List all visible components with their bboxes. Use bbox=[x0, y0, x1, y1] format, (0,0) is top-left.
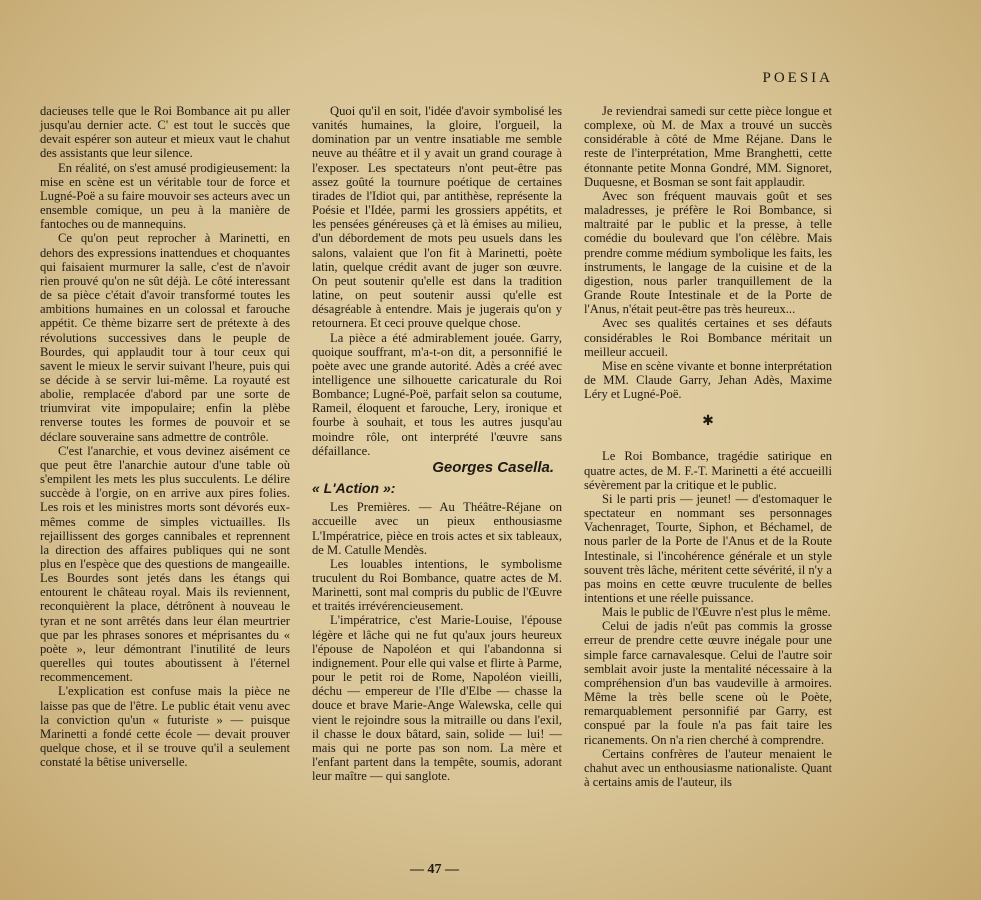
paragraph: C'est l'anarchie, et vous devinez aisément ce que peut être l'anarchie autour d'une table où s'empilent les mets les plus succulents. Le délire succède à l'orgie, on en arrive aux pires folies. Les rois et les ministres morts sont dévorés eux-mêmes comme de simples victuailles. Ils rejaillissent des gorges cannibales et reprennent la direction des affaires publiques qui ne sont plus en l'espèce que des questions de mangeaille. Les Bourdes sont jetés dans les étangs qui entourent le château royal. Mais ils reviennent, reconquièrent la place, détrônent à nouveau le tyran et ne sont arrêtés dans leur élan meurtrier que par les phrases sonores et méprisantes du « poète », leur démontrant l'inutilité de leurs querelles qui toutes aboutissent à l'éternel recommencement. bbox=[40, 443, 290, 685]
paragraph: Je reviendrai samedi sur cette pièce longue et complexe, où M. de Max a trouvé un succès considérable à côté de Mme Réjane. Dans le reste de l'interprétation, Mme Branghetti, cette étonnante petite Monna Gondré, MM. Signoret, Duquesne, et Bosman se sont fait applaudir. bbox=[584, 104, 832, 189]
column-1 bbox=[40, 104, 290, 769]
column-2 bbox=[312, 104, 562, 783]
paragraph: Ce qu'on peut reprocher à Marinetti, en dehors des expressions inattendues et choquantes qui faisaient murmurer la salle, c'est de n'avoir rien prouvé qu'on ne sût déjà. Le côté interessant de sa pièce c'était d'avoir transformé toutes les ambitions humaines en un colossal et farouche appétit. Ce thème bizarre sert de prétexte à des révolutions successives dans le peuple de Bourdes, qui applaudit tour à tour ceux qui savent le mieux le servir suivant l'heure, puis qui se décide à se servir lui-même. La royauté est abolie, remplacée d'abord par une sorte de triumvirat vite impopulaire; enfin la plèbe renverse toutes les formes de pouvoir et se déclare souveraine sans admettre de contrôle. bbox=[40, 231, 290, 444]
page-number: — 47 — bbox=[410, 862, 459, 877]
paragraph: Les louables intentions, le symbolisme truculent du Roi Bombance, quatre actes de M. Marinetti, sont mal compris du public de l'Œuvre et traités irrévérencieusement. bbox=[312, 556, 562, 614]
paragraph: En réalité, on s'est amusé prodigieusement: la mise en scène est un véritable tour de force et Lugné-Poë a su faire mouvoir ses acteurs avec un ensemble comique, un peu à la manière de fantoches ou de mannequins. bbox=[40, 160, 290, 232]
paragraph: Les Premières. — Au Théâtre-Réjane on accueille avec un pieux enthousiasme L'Impératrice, pièce en trois actes et six tableaux, de M. Catulle Mendès. bbox=[312, 500, 562, 557]
column-3 bbox=[584, 104, 832, 789]
section-title: « L'Action »: bbox=[312, 480, 396, 497]
paragraph: Mise en scène vivante et bonne interprétation de MM. Claude Garry, Jehan Adès, Maxime Léry et Lugné-Poë. bbox=[584, 358, 832, 402]
paragraph: dacieuses telle que le Roi Bombance ait pu aller jusqu'au dernier acte. C' est tout le succès que devait espérer son auteur et mieux vaut le chahut des assistants que leur silence. bbox=[40, 104, 290, 161]
paragraph: La pièce a été admirablement jouée. Garry, quoique souffrant, m'a-t-on dit, a personnifié le poète avec une grande autorité. Adès a créé avec intelligence une silhouette caricaturale du Roi Bombance; Lugné-Poë, parfait selon sa coutume, Rameil, éloquent et farouche, Lery, ironique et fourbe à souhait, et tous les autres jusqu'au moindre rôle, ont interprété l'œuvre sans défaillance. bbox=[312, 330, 562, 458]
paragraph: Le Roi Bombance, tragédie satirique en quatre actes, de M. F.-T. Marinetti a été accueilli sévèrement par la critique et le public. bbox=[584, 449, 832, 492]
paragraph: Si le parti pris — jeunet! — d'estomaquer le spectateur en nommant ses personnages Vachenraget, Tourte, Siphon, et Béchamel, de nous parler de la Porte de l'Anus et de la Route Intestinale, si l'incohérence générale et un style souvent très lâche, méritent cette sévérité, il n'y a pas moins en cette œuvre truculente de belles intentions et une réelle puissance. bbox=[584, 491, 832, 605]
paragraph: Certains confrères de l'auteur menaient le chahut avec un enthousiasme nationaliste. Quant à certains amis de l'auteur, ils bbox=[584, 746, 832, 790]
author-signature: Georges Casella. bbox=[432, 458, 554, 476]
paragraph: Mais le public de l'Œuvre n'est plus le même. bbox=[602, 605, 831, 620]
paragraph: L'explication est confuse mais la pièce ne laisse pas que de l'être. Le public était venu avec la conviction qu'un « futuriste » — puisque Marinetti a fondé cette école — devait prouver quelque chose, et il se trouve qu'il a seulement constaté la bêtise universelle. bbox=[40, 684, 290, 770]
paragraph: Celui de jadis n'eût pas commis la grosse erreur de prendre cette œuvre inégale pour une simple farce carnavalesque. Celui de l'autre soir semblait avoir juste la mentalité nécessaire à la compréhension d'un bas vaudeville à armoires. Même la très belle scene où le Poète, remarquablement personnifié par Garry, est conspué par la foule n'a pas fait taire les ricanements. On n'a rien cherché à comprendre. bbox=[584, 619, 832, 747]
asterism-ornament: ✱ bbox=[702, 414, 714, 430]
paragraph: Avec son fréquent mauvais goût et ses maladresses, je préfère le Roi Bombance, si maltraité par le public et la presse, à telle comédie du boulevard que l'on célèbre. Mais prendre comme médium symbolique les faits, les instruments, le langage de la cuisine et de la digestion, nous parler tranquillement de la Grande Route Intestinale et de la Porte de l'Anus, n'était peut-être pas très heureux... bbox=[584, 188, 832, 317]
paragraph: L'impératrice, c'est Marie-Louise, l'épouse légère et lâche qui ne fut qu'aux jours heureux l'épouse de Napoléon et qui l'abandonna si indignement. Pour elle qui valse et flirte à Parme, pour le petit roi de Rome, Napoléon vieilli, déchu — empereur de l'Ile d'Elbe — chasse la douce et brave Marie-Ange Walewska, celle qui vient le rejoindre sous la mitraille ou dans l'exil, il chasse le doux bâtard, sain, solide — lui! — mais qui ne porte pas son nom. La mère et l'enfant partent dans la tempête, soumis, adorant leur maître — qui sanglote. bbox=[312, 613, 562, 784]
page-header: POESIA bbox=[762, 70, 833, 86]
paragraph: Quoi qu'il en soit, l'idée d'avoir symbolisé les vanités humaines, la gloire, l'orgueil, la domination par un ventre insatiable me semble neuve au théâtre et il y avait un grand courage à l'exposer. Les spectateurs n'ont peut-être pas assez goûté la tournure poétique de certaines tirades de l'Idiot qui, par antithèse, représente la Poésie et l'Idée, parmi les grossiers appétits, et les pensées généreuses çà et là émises au milieu, d'un débordement de mots peu usuels dans les salons, valaient que l'on fit à Marinetti, poète latin, quelque crédit avant de juger son œuvre. On peut soutenir qu'elle est dans la tradition latine, on peut soutenir aussi qu'elle est désagréable à entendre. Mais je jugerais qu'on y retournera. Et ceci prouve quelque chose. bbox=[312, 104, 562, 331]
paragraph: Avec ses qualités certaines et ses défauts considérables le Roi Bombance méritait un meilleur accueil. bbox=[584, 316, 832, 359]
